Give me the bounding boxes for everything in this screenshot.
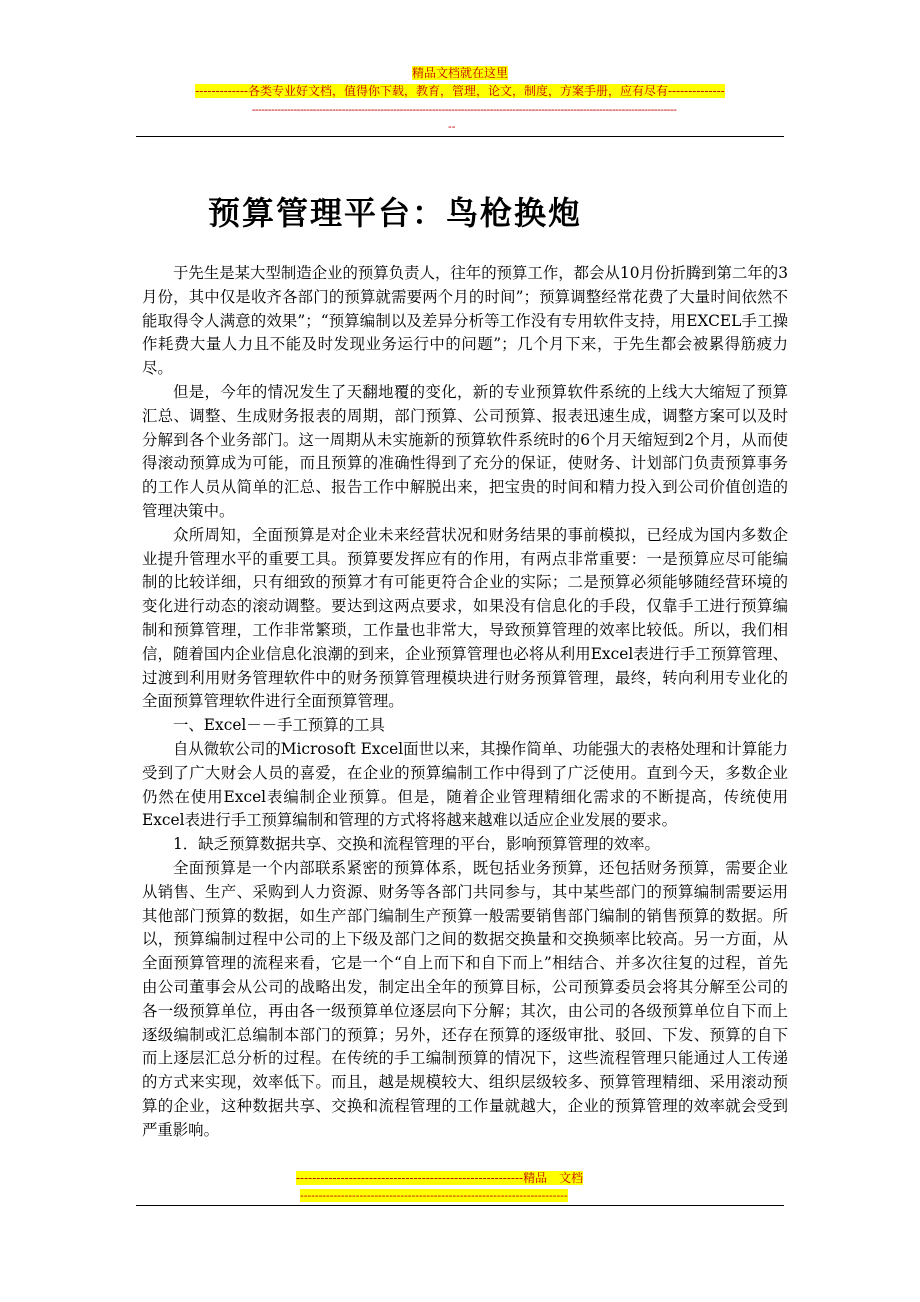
- footer-line-1: --------------------------------------------------------精品 文档: [296, 1171, 584, 1185]
- paragraph: 全面预算是一个内部联系紧密的预算体系，既包括业务预算，还包括财务预算，需要企业从销售、生产、采购到人力资源、财务等各部门共同参与，其中某些部门的预算编制需要运用其他部门预算的数据，如生产部门编制生产预算一般需要销售部门编制的销售预算的数据。所以，预算编制过程中公司的上下级及部门之间的数据交换量和交换频率比较高。另一方面，从全面预算管理的流程来看，它是一个“自上而下和自下而上”相结合、并多次往复的过程，首先由公司董事会从公司的战略出发，制定出全年的预算目标，公司预算委员会将其分解至公司的各一级预算单位，再由各一级预算单位逐层向下分解；其次，由公司的各级预算单位自下而上逐级编制或汇总编制本部门的预算；另外，还存在预算的逐级审批、驳回、下发、预算的自下而上逐层汇总分析的过程。在传统的手工编制预算的情况下，这些流程管理只能通过人工传递的方式来实现，效率低下。而且，越是规模较大、组织层级较多、预算管理精细、采用滚动预算的企业，这种数据共享、交换和流程管理的工作量就越大，企业的预算管理的效率就会受到严重影响。: [142, 858, 788, 1139]
- footer-line-2: ------------------------------------------------------------------------: [300, 1189, 568, 1202]
- subsection-heading: 1．缺乏预算数据共享、交换和流程管理的平台，影响预算管理的效率。: [173, 835, 660, 854]
- document-body: [142, 262, 788, 1142]
- header-banner: -------------各类专业好文档，值得你下载，教育，管理，论文，制度，方案手册，应有尽有--------------: [195, 84, 725, 98]
- paragraph: 自从微软公司的Microsoft Excel面世以来，其操作简单、功能强大的表格处理和计算能力受到了广大财会人员的喜爱，在企业的预算编制工作中得到了广泛使用。直到今天，多数企业仍然在使用Excel表编制企业预算。但是，随着企业管理精细化需求的不断提高，传统使用Excel表进行手工预算编制和管理的方式将将越来越难以适应企业发展的要求。: [142, 739, 788, 830]
- header-dash-tail: --: [448, 120, 456, 133]
- section-heading: 一、Excel－－手工预算的工具: [173, 716, 385, 735]
- paragraph: 众所周知，全面预算是对企业未来经营状况和财务结果的事前模拟，已经成为国内多数企业提升管理水平的重要工具。预算要发挥应有的作用，有两点非常重要：一是预算应尽可能编制的比较详细，只有细致的预算才有可能更符合企业的实际；二是预算必须能够随经营环境的变化进行动态的滚动调整。要达到这两点要求，如果没有信息化的手段，仅靠手工进行预算编制和预算管理，工作非常繁琐，工作量也非常大，导致预算管理的效率比较低。所以，我们相信，随着国内企业信息化浪潮的到来，企业预算管理也必将从利用Excel表进行手工预算管理、过渡到利用财务管理软件中的财务预算管理模块进行财务预算管理，最终，转向利用专业化的全面预算管理软件进行全面预算管理。: [142, 525, 788, 711]
- footer-rule: [136, 1205, 784, 1206]
- header-dash-line: ------------------------------------------------------------------------------------------------------------------------------------: [251, 103, 677, 116]
- document-title: 预算管理平台：鸟枪换炮: [208, 194, 583, 232]
- paragraph: 于先生是某大型制造企业的预算负责人，往年的预算工作，都会从10月份折腾到第二年的3月份，其中仅是收齐各部门的预算就需要两个月的时间”；预算调整经常花费了大量时间依然不能取得令人满意的效果”；“预算编制以及差异分析等工作没有专用软件支持，用EXCEL手工操作耗费大量人力且不能及时发现业务运行中的问题”；几个月下来，于先生都会被累得筋疲力尽。: [142, 264, 788, 378]
- header-rule: [136, 136, 784, 137]
- paragraph: 但是，今年的情况发生了天翻地覆的变化，新的专业预算软件系统的上线大大缩短了预算汇总、调整、生成财务报表的周期，部门预算、公司预算、报表迅速生成，调整方案可以及时分解到各个业务部门。这一周期从未实施新的预算软件系统时的6个月天缩短到2个月，从而使得滚动预算成为可能，而且预算的准确性得到了充分的保证，使财务、计划部门负责预算事务的工作人员从简单的汇总、报告工作中解脱出来，把宝贵的时间和精力投入到公司价值创造的管理决策中。: [142, 382, 788, 520]
- header-top-label: 精品文档就在这里: [411, 66, 508, 80]
